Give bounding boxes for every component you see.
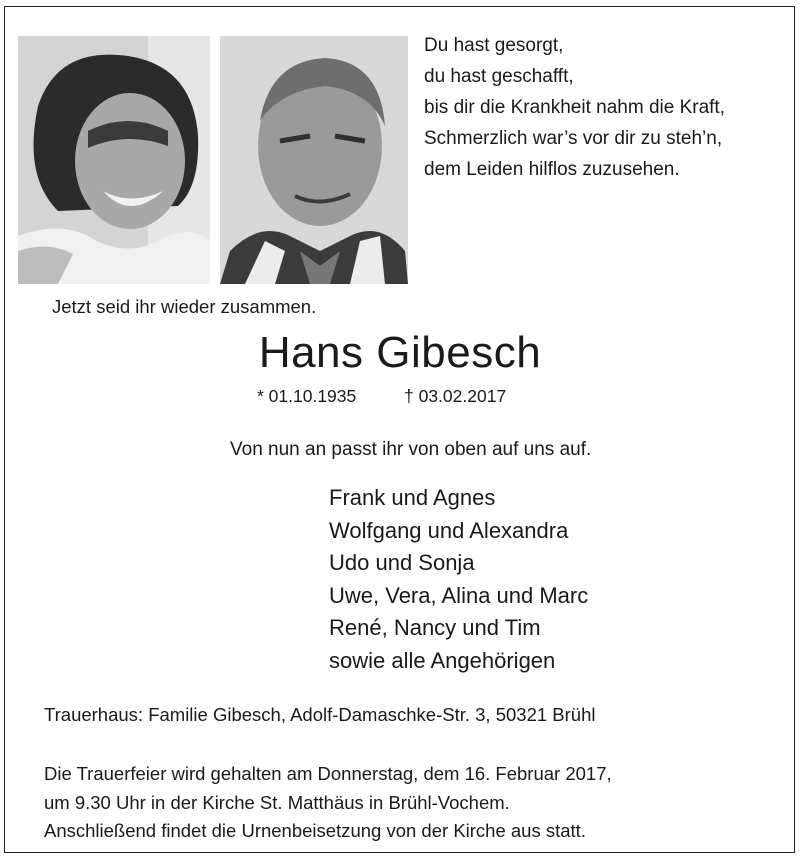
poem-line: Schmerzlich war’s vor dir zu steh’n,	[424, 128, 723, 149]
man-portrait-photo	[220, 36, 408, 284]
poem-line: dem Leiden hilflos zuzusehen.	[424, 159, 680, 180]
family-list	[329, 482, 588, 678]
death-date: † 03.02.2017	[404, 386, 507, 406]
farewell-line: Von nun an passt ihr von oben auf uns auf.	[230, 439, 592, 460]
family-entry: Wolfgang und Alexandra	[329, 517, 569, 543]
funeral-service-details	[44, 760, 612, 846]
woman-portrait-photo	[18, 36, 210, 284]
poem	[424, 30, 725, 185]
service-line: um 9.30 Uhr in der Kirche St. Matthäus in Brühl-Vochem.	[44, 791, 510, 813]
deceased-name: Hans Gibesch	[258, 328, 542, 377]
poem-line: bis dir die Krankheit nahm die Kraft,	[424, 97, 725, 118]
service-line: Anschließend findet die Urnenbeisetzung von der Kirche aus statt.	[44, 820, 586, 841]
poem-line: du hast geschafft,	[424, 66, 574, 87]
family-entry: Uwe, Vera, Alina und Marc	[329, 582, 589, 608]
family-entry: René, Nancy und Tim	[329, 615, 541, 641]
family-entry: sowie alle Angehörigen	[329, 647, 556, 673]
birth-date: * 01.10.1935	[257, 386, 357, 406]
service-line: Die Trauerfeier wird gehalten am Donnerstag, dem 16. Februar 2017,	[44, 763, 612, 784]
family-entry: Frank und Agnes	[329, 485, 496, 510]
family-entry: Udo und Sonja	[329, 550, 475, 576]
mourning-house-address: Trauerhaus: Familie Gibesch, Adolf-Damaschke-Str. 3, 50321 Brühl	[44, 704, 596, 725]
poem-line: Du hast gesorgt,	[424, 35, 564, 56]
together-caption: Jetzt seid ihr wieder zusammen.	[52, 296, 317, 317]
